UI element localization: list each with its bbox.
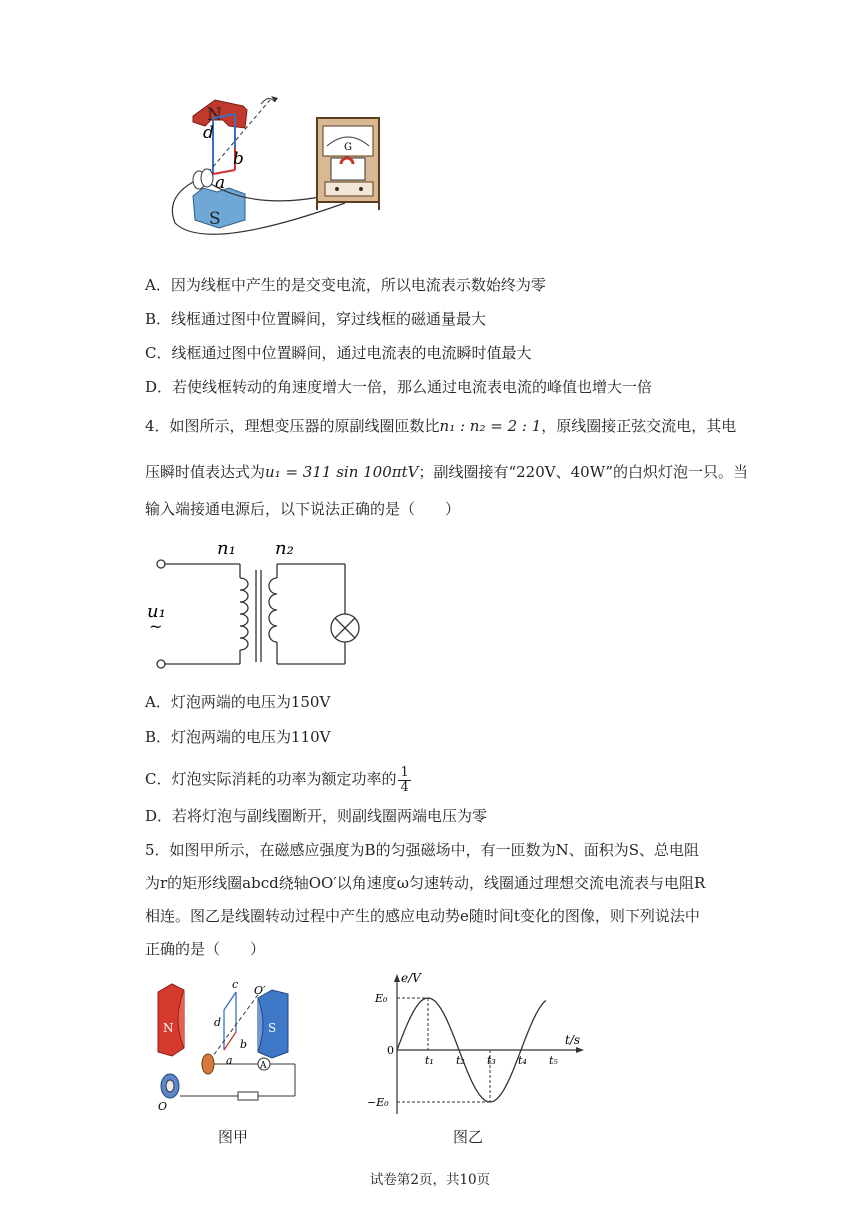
input-voltage-label: u₁ <box>147 601 166 622</box>
y-tick-e0: E₀ <box>375 992 388 1005</box>
x-axis-label: t/s <box>565 1033 581 1047</box>
primary-turns-label: n₁ <box>217 538 236 559</box>
y-tick-neg-e0: −E₀ <box>367 1096 389 1109</box>
coil-a-label: a <box>215 173 226 193</box>
q4-stem-line2: 压瞬时值表达式为u₁ = 311 sin 100πtV；副线圈接有“220V、40W”的白炽灯泡一只。当 <box>145 463 749 481</box>
magnet-n-label: N <box>207 105 222 125</box>
figure-jia-generator <box>150 972 305 1112</box>
q5-stem-line4: 正确的是（ ） <box>145 940 266 958</box>
q3-option-d: D．若使线框转动的角速度增大一倍，那么通过电流表电流的峰值也增大一倍 <box>145 378 653 396</box>
q4-voltage-expression: u₁ = 311 sin 100πtV <box>265 463 419 481</box>
q4-stem-line1: 4．如图所示，理想变压器的原副线圈匝数比n₁ : n₂ = 2 : 1，原线圈接正弦交流电，其电 <box>145 417 737 435</box>
jia-coil-a-label: a <box>226 1054 233 1067</box>
jia-magnet-s-label: S <box>268 1021 277 1035</box>
x-tick-2: t₂ <box>456 1054 465 1067</box>
q3-option-c: C．线框通过图中位置瞬间，通过电流表的电流瞬时值最大 <box>145 344 532 362</box>
galvanometer-g-label: G <box>344 142 352 153</box>
secondary-turns-label: n₂ <box>275 538 294 559</box>
caption-yi: 图乙 <box>453 1128 484 1146</box>
coil-b-label: b <box>233 149 244 169</box>
figure-yi-et-graph <box>365 970 595 1115</box>
coil-d-label: d <box>203 123 214 143</box>
q4-option-d: D．若将灯泡与副线圈断开，则副线圈两端电压为零 <box>145 807 488 825</box>
caption-jia: 图甲 <box>218 1128 249 1146</box>
jia-coil-d-label: d <box>214 1016 222 1029</box>
q4-option-b: B．灯泡两端的电压为110V <box>145 728 331 746</box>
ammeter-label: A <box>260 1061 267 1071</box>
q4-turns-ratio: n₁ : n₂ = 2 : 1 <box>439 417 542 435</box>
q5-stem-line2: 为r的矩形线圈abcd绕轴OO′以角速度ω匀速转动，线圈通过理想交流电流表与电阻R <box>145 874 706 892</box>
q3-option-b: B．线框通过图中位置瞬间，穿过线框的磁通量最大 <box>145 310 487 328</box>
q5-stem-line1: 5．如图甲所示，在磁感应强度为B的匀强磁场中，有一匝数为N、面积为S、总电阻 <box>145 841 699 859</box>
transformer-circuit <box>145 530 370 675</box>
x-axis-arrow <box>576 1047 584 1053</box>
y-axis-arrow <box>394 974 400 982</box>
q3-option-a: A．因为线框中产生的是交变电流，所以电流表示数始终为零 <box>145 276 546 294</box>
x-tick-5: t₅ <box>549 1054 558 1067</box>
jia-coil-b-label: b <box>240 1038 248 1051</box>
y-axis-label: e/V <box>401 971 421 985</box>
jia-coil-c-label: c <box>232 978 239 991</box>
y-tick-zero: 0 <box>387 1044 394 1057</box>
page-footer: 试卷第2页，共10页 <box>369 1172 491 1188</box>
ac-symbol: ~ <box>149 617 163 636</box>
x-tick-4: t₄ <box>518 1054 527 1067</box>
jia-axis-o-label: O <box>158 1100 168 1112</box>
jia-axis-oprime-label: O′ <box>254 984 266 997</box>
one-quarter-fraction: $\frac{1}{4}$ <box>400 764 409 795</box>
q4-option-a: A．灯泡两端的电压为150V <box>145 693 331 711</box>
q5-stem-line3: 相连。图乙是线圈转动过程中产生的感应电动势e随时间t变化的图像，则下列说法中 <box>145 907 700 925</box>
jia-magnet-n-label: N <box>163 1021 174 1035</box>
q4-option-c: C．灯泡实际消耗的功率为额定功率的 $\frac{1}{4}$ <box>145 764 409 795</box>
generator-galvanometer-figure <box>165 88 390 248</box>
x-tick-3: t₃ <box>487 1054 496 1067</box>
magnet-s-label: S <box>209 209 221 229</box>
q4-stem-line3: 输入端接通电源后，以下说法正确的是（ ） <box>145 500 461 518</box>
x-tick-1: t₁ <box>425 1054 434 1067</box>
